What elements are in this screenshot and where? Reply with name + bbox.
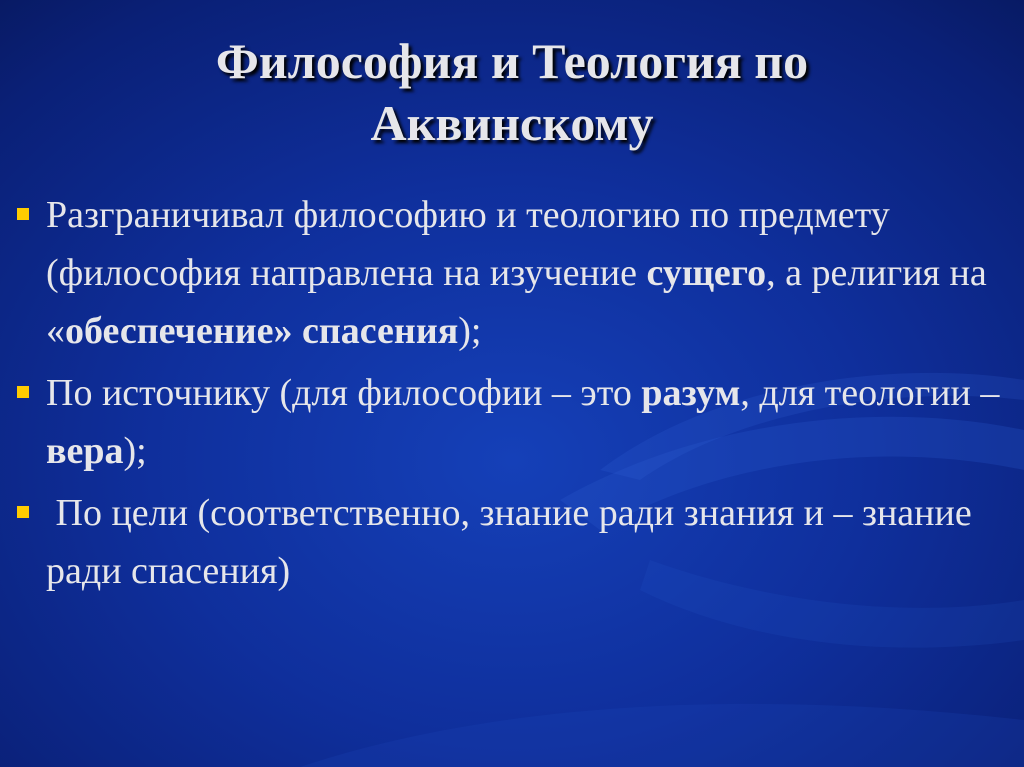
bullet-square-icon xyxy=(17,506,29,518)
bullet-2-part-1: По источнику (для философии – это xyxy=(46,372,642,414)
bullet-text-1 xyxy=(46,194,996,352)
bullet-2-part-3: ); xyxy=(123,430,147,472)
bullet-item-3 xyxy=(10,484,1000,600)
bullet-square-icon xyxy=(17,208,29,220)
bullet-1-bold-2: обеспечение» спасения xyxy=(65,310,459,352)
bullet-1-part-2: , а религия на « xyxy=(46,252,997,352)
bullet-list xyxy=(10,186,1009,604)
bullet-2-part-2: , для теологии – xyxy=(740,372,1009,414)
bullet-1-part-1: Разграничивал философию и теологию по предмету (философия направлена на изучение xyxy=(46,194,900,294)
bullet-text-2 xyxy=(46,372,1009,472)
bullet-1-part-3: ); xyxy=(458,310,482,352)
bullet-1-bold-1: сущего xyxy=(646,252,767,294)
bullet-item-1 xyxy=(10,186,1000,360)
bullet-square-icon xyxy=(17,386,29,398)
slide-title xyxy=(0,30,1024,154)
bullet-item-2 xyxy=(10,364,1009,480)
bullet-2-bold-2: вера xyxy=(46,430,124,472)
swirl-4 xyxy=(300,704,1024,767)
bullet-2-bold-1: разум xyxy=(641,372,741,414)
bullet-3-part-1: По цели (соответственно, знание ради знания и – знание ради спасения) xyxy=(46,492,982,592)
title-line-1: Философия и Теология по xyxy=(215,33,809,89)
title-line-2: Аквинскому xyxy=(370,95,654,151)
bullet-text-3 xyxy=(46,492,981,592)
